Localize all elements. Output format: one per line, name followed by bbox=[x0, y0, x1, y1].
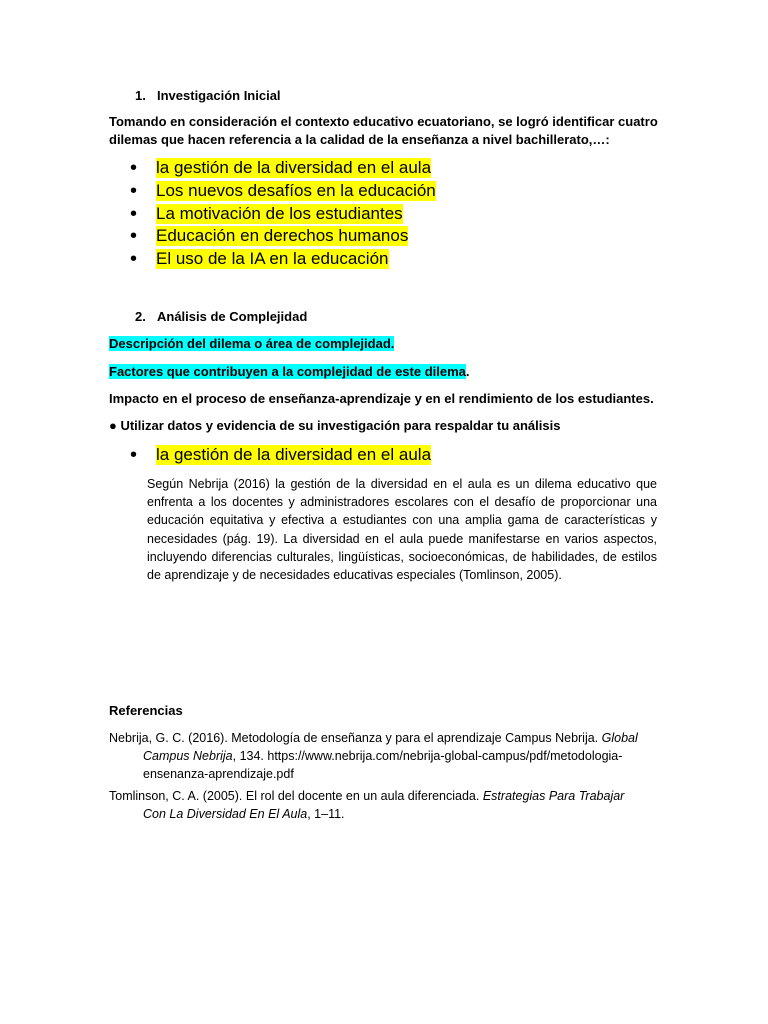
section-1-number: 1. bbox=[135, 88, 146, 103]
factors-line-period: . bbox=[465, 364, 470, 379]
reference-1-text: Nebrija, G. C. (2016). Metodología de enseñanza y para el aprendizaje Campus Nebrija. bbox=[109, 731, 602, 745]
factors-line-text: Factores que contribuyen a la complejidad de este dilema bbox=[109, 364, 466, 379]
intro-line-2: dilemas que hacen referencia a la calidad de la enseñanza a nivel bachillerato,…: bbox=[109, 132, 610, 147]
bullet-dot-icon: • bbox=[130, 444, 138, 466]
reference-2-tail: , 1–11. bbox=[307, 807, 345, 822]
reference-1-italic-a: Global bbox=[601, 731, 638, 745]
references-heading: Referencias bbox=[109, 703, 183, 718]
reference-1-line-3: ensenanza-aprendizaje.pdf bbox=[143, 767, 294, 782]
dilemma-bullet-4-text: Educación en derechos humanos bbox=[156, 226, 409, 245]
impact-line: Impacto en el proceso de enseñanza-aprendizaje y en el rendimiento de los estudiantes. bbox=[109, 391, 654, 406]
section-1-title: Investigación Inicial bbox=[157, 88, 281, 103]
bullet-dot-icon: • bbox=[130, 203, 138, 225]
factors-line bbox=[109, 364, 470, 379]
dilemma-bullet-5-text: El uso de la IA en la educación bbox=[156, 249, 389, 268]
use-data-line: ● Utilizar datos y evidencia de su investigación para respaldar tu análisis bbox=[109, 418, 561, 433]
section-2-title: Análisis de Complejidad bbox=[157, 309, 308, 324]
bullet-dot-icon: • bbox=[130, 248, 138, 270]
description-line-text: Descripción del dilema o área de complejidad. bbox=[109, 336, 395, 351]
reference-1-line-2 bbox=[109, 747, 654, 765]
reference-2 bbox=[109, 787, 654, 823]
reference-1-tail: , 134. https://www.nebrija.com/nebrija-global-campus/pdf/metodologia- bbox=[232, 749, 623, 764]
reference-1-italic-b: Campus Nebrija bbox=[143, 749, 233, 764]
dilemma-bullet-1-text: la gestión de la diversidad en el aula bbox=[156, 158, 432, 177]
reference-2-italic-a: Estrategias Para Trabajar bbox=[482, 789, 625, 803]
intro-line-1: Tomando en consideración el contexto educativo ecuatoriano, se logró identificar cuatro bbox=[109, 114, 658, 129]
reference-1 bbox=[109, 729, 654, 784]
description-line bbox=[109, 336, 394, 351]
bullet-dot-icon: • bbox=[130, 225, 138, 247]
dilemma-bullet-3-text: La motivación de los estudiantes bbox=[156, 204, 403, 223]
dilemma-bullet-2-text: Los nuevos desafíos en la educación bbox=[156, 181, 436, 200]
reference-2-italic-b: Con La Diversidad En El Aula bbox=[143, 807, 308, 822]
reference-2-line-2 bbox=[109, 805, 654, 823]
bullet-dot-icon: • bbox=[130, 180, 138, 202]
bullet-dot-icon: • bbox=[130, 157, 138, 179]
analysis-bullet-text: la gestión de la diversidad en el aula bbox=[156, 445, 432, 464]
analysis-paragraph: Según Nebrija (2016) la gestión de la diversidad en el aula es un dilema educativo que enfrenta a los docentes y administradores escolares con el desafío de proporcionar una educación equitativa y efectiva a estudiantes con una amplia gama de características y necesidades (pág. 19). La diversidad en el aula puede manifestarse en varios aspectos, incluyendo diferencias culturales, lingüísticas, socioeconómicas, de habilidades, de estilos de aprendizaje y de necesidades educativas especiales (Tomlinson, 2005). bbox=[147, 477, 657, 583]
reference-2-text: Tomlinson, C. A. (2005). El rol del docente en un aula diferenciada. bbox=[109, 789, 483, 803]
section-2-number: 2. bbox=[135, 309, 146, 324]
